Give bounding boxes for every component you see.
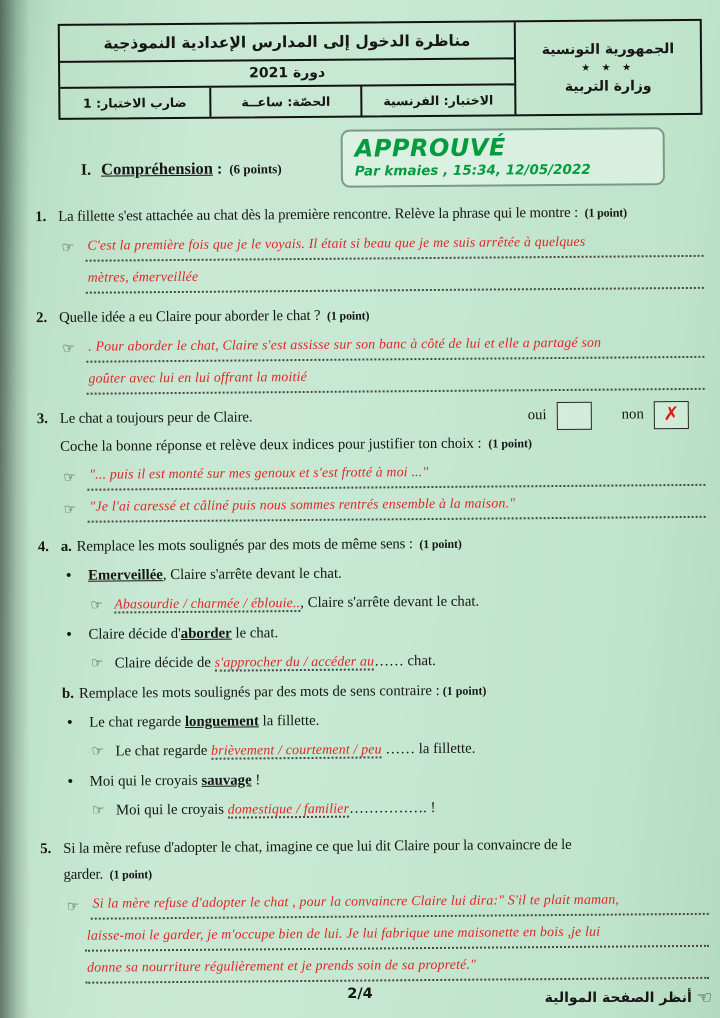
- dotted-answer-line: [86, 329, 704, 363]
- underlined-word: Emerveillée: [88, 567, 163, 584]
- q3-number: 3.: [36, 410, 49, 427]
- next-page-text: أنظر الصفحة الموالية: [544, 990, 692, 1006]
- q3-text: Le chat a toujours peur de Claire.: [59, 408, 253, 427]
- page-number: 2/4: [347, 986, 373, 1002]
- q5-statement: [40, 830, 708, 889]
- q5-text-line2-wrap: [63, 857, 708, 889]
- stamp-title: APPROUVÉ: [354, 133, 506, 163]
- q1-statement: [35, 199, 703, 231]
- q5-number: 5.: [40, 840, 52, 857]
- question-4: [38, 529, 708, 824]
- q4-item2-pre: Claire décide d': [88, 626, 181, 643]
- pointing-hand-icon: ☞: [91, 743, 105, 760]
- q4-item4-answer-text: [116, 795, 436, 824]
- underlined-word: longuement: [184, 713, 259, 730]
- q4-item4-sentence: [68, 764, 708, 796]
- pointing-hand-icon: ☞: [62, 340, 75, 358]
- x-mark-icon: ✗: [663, 403, 680, 426]
- header-info-row: [60, 85, 514, 118]
- q3-instruction: Coche la bonne réponse et relève deux indices pour justifier ton choix :: [59, 435, 482, 455]
- q4a-text: Remplace les mots soulignés par des mots de même sens :: [76, 536, 413, 556]
- q4a-label: a.: [60, 539, 72, 556]
- q1-number: 1.: [35, 209, 47, 226]
- q2-answer-line1: . Pour aborder le chat, Claire s'est assisse sur son banc à côté de lui et elle a partagé son: [88, 334, 602, 354]
- exam-header-table: [58, 19, 703, 120]
- ministry-label: وزارة التربية: [564, 77, 652, 95]
- pointing-hand-icon: ☞: [63, 501, 77, 518]
- pointing-hand-icon: ☞: [91, 802, 105, 819]
- antonym-answer: domestique / familier: [227, 800, 350, 817]
- q4-item2-sentence: [66, 617, 706, 649]
- section-colon: :: [212, 160, 223, 178]
- q1-text-body: La fillette s'est attachée au chat dès la première rencontre. Relève la phrase qui le montre :: [58, 204, 579, 225]
- q4-item2-ans-pre: Claire décide de: [114, 654, 215, 672]
- q2-text: [59, 300, 704, 332]
- q4-item2-answer: [91, 646, 707, 678]
- next-page-hand-icon: ☜: [696, 988, 712, 1008]
- exam-coefficient-cell: ضارب الاختبار: 1: [82, 94, 187, 111]
- q4-item3-sentence: [67, 705, 707, 737]
- pointing-hand-icon: ☞: [66, 898, 80, 915]
- q4-item4-rest: !: [251, 772, 261, 789]
- q3-answer-2: "Je l'ai caressé et câliné puis nous sommes rentrés ensemble à la maison.": [89, 495, 516, 515]
- exam-duration-cell: الحصّة: ساعــة: [209, 87, 362, 117]
- header-left-block: [60, 22, 517, 118]
- q1-answer-row: [61, 228, 703, 262]
- q5-answer-line2: laisse-moi le garder, je m'occupe bien de lui. Je lui fabrique une maisonette en bois ,je lui: [86, 923, 601, 944]
- header-right-block: [516, 21, 701, 114]
- q2-answer-row: [62, 329, 704, 363]
- q4-item3-text: [89, 708, 319, 737]
- q3-answer-row-1: [63, 457, 705, 491]
- q3-points: (1 point): [488, 435, 533, 451]
- q3-instruction-row: [60, 428, 705, 460]
- exam-title: مناظرة الدخول إلى المدارس الإعدادية النموذجية: [60, 22, 514, 63]
- q5-text-line1: Si la mère refuse d'adopter le chat, imagine ce que lui dit Claire pour la convaincre de le: [63, 836, 572, 857]
- question-1: [35, 199, 704, 294]
- q4-item4-after: ……………. !: [349, 799, 436, 817]
- q4-item3-rest: la fillette.: [258, 712, 320, 730]
- antonym-answer: brièvement / courtement / peu: [211, 741, 382, 758]
- q4b-points: (1 point): [442, 683, 487, 698]
- dotted-answer-line: [85, 228, 703, 262]
- q4-item2-text: [88, 620, 278, 648]
- q4-number: 4.: [37, 539, 50, 556]
- q1-points: (1 point): [584, 205, 627, 220]
- q5-points: (1 point): [109, 867, 152, 882]
- q4-item1-answer: [90, 587, 706, 619]
- dotted-answer-line: [85, 918, 709, 952]
- q4-item4-answer: [92, 792, 708, 824]
- dotted-answer-line: [85, 950, 709, 984]
- q2-answer-line2: goûter avec lui en lui offrant la moitié: [88, 368, 307, 386]
- q4b-label: b.: [61, 685, 74, 702]
- bullet-icon: •: [67, 773, 73, 790]
- q4-item3-after: …… la fillette.: [381, 740, 476, 758]
- q4-item2-answer-text: [115, 648, 436, 677]
- q2-text-body: Quelle idée a eu Claire pour aborder le chat ?: [58, 307, 321, 326]
- q1-answer-line2: mètres, émerveillée: [87, 268, 199, 285]
- underlined-word: sauvage: [201, 772, 252, 789]
- stars-decoration: ★ ★ ★: [581, 61, 636, 74]
- section-numeral: I.: [80, 161, 92, 179]
- exam-subject-cell: الاختبار: الفرنسية: [383, 92, 494, 109]
- dotted-answer-line: [91, 886, 709, 920]
- question-2: [36, 300, 705, 395]
- dotted-answer-line: [87, 457, 705, 491]
- pointing-hand-icon: ☞: [63, 469, 76, 486]
- q1-text: [58, 199, 703, 231]
- q1-answer-line1: C'est la première fois que je le voyais. Il était si beau que je me suis arrêtée à quelques: [87, 233, 586, 253]
- q4-item1-after: , Claire s'arrête devant le chat.: [300, 593, 480, 612]
- q4-item2-rest: le chat.: [231, 625, 279, 642]
- dotted-answer-line: [86, 260, 704, 294]
- pointing-hand-icon: ☞: [90, 656, 104, 673]
- non-label: non: [621, 405, 644, 423]
- q4-item1-text: [88, 561, 342, 590]
- q4a-header: [38, 529, 706, 561]
- q5-text-line2: garder.: [63, 867, 104, 884]
- q4-item3-answer: [91, 734, 707, 766]
- q5-answer-row: [67, 886, 709, 920]
- exam-session: دورة 2021: [60, 59, 514, 89]
- q4-item4-pre: Moi qui le croyais: [89, 772, 202, 790]
- q4-item1-answer-text: [114, 589, 479, 619]
- dotted-answer-line: [86, 360, 704, 394]
- page-content: [34, 17, 712, 995]
- section-and-stamp-row: [35, 127, 703, 190]
- pointing-hand-icon: ☞: [90, 597, 103, 614]
- q4-item2-after: …… chat.: [374, 652, 436, 670]
- section-heading: [35, 158, 341, 190]
- q4-item1-rest: , Claire s'arrête devant le chat.: [162, 565, 342, 584]
- oui-checkbox: [557, 401, 592, 429]
- dotted-answer-line: [87, 489, 705, 523]
- republic-label: الجمهورية التونسية: [541, 40, 675, 58]
- questions: [35, 199, 711, 984]
- underlined-word: aborder: [180, 625, 232, 643]
- q2-statement: [36, 300, 704, 332]
- next-page-note: [545, 988, 712, 1008]
- section-title: Compréhension: [101, 158, 214, 179]
- q5-text: [63, 830, 708, 889]
- q3-answer-row-2: [63, 489, 705, 523]
- q2-number: 2.: [35, 309, 48, 326]
- approval-stamp: [341, 127, 665, 188]
- synonym-answer: s'approcher du / accéder au: [214, 653, 375, 670]
- stamp-byline: Par kmaies , 15:34, 12/05/2022: [354, 161, 591, 180]
- pointing-hand-icon: ☞: [61, 240, 75, 257]
- q4-item4-text: [90, 767, 261, 795]
- non-checkbox: [654, 401, 689, 429]
- q3-answer-1: "... puis il est monté sur mes genoux et s'est frotté à moi ...": [89, 464, 429, 483]
- q4-item4-ans-pre: Moi qui le croyais: [115, 801, 228, 819]
- q2-points: (1 point): [326, 308, 370, 323]
- q4-item3-pre: Le chat regarde: [89, 713, 185, 731]
- q4-item3-ans-pre: Le chat regarde: [115, 742, 212, 760]
- q4b-header: [62, 676, 707, 708]
- question-3: [37, 400, 706, 523]
- bullet-icon: •: [66, 626, 72, 643]
- q5-answer-line3: donne sa nourriture régulièrement et je prends soin de sa propreté.": [87, 956, 477, 975]
- scan-edge-shadow: [0, 0, 30, 1018]
- bullet-icon: •: [67, 714, 73, 731]
- q5-answer-line1: Si la mère refuse d'adopter le chat , pour la convaincre Claire lui dira:" S'il te plait maman,: [92, 891, 620, 912]
- section-points: (6 points): [229, 161, 282, 177]
- synonym-answer: Abasourdie / charmée / éblouie..: [114, 595, 301, 612]
- q4a-text-wrap: [61, 529, 706, 561]
- q4b-text: Remplace les mots soulignés par des mots de sens contraire :: [78, 682, 440, 702]
- q4-item3-answer-text: [115, 735, 475, 765]
- q4-item1-sentence: [66, 558, 706, 590]
- oui-label: oui: [527, 406, 547, 423]
- q4a-points: (1 point): [419, 537, 462, 552]
- bullet-icon: •: [66, 568, 72, 585]
- question-5: [40, 830, 709, 984]
